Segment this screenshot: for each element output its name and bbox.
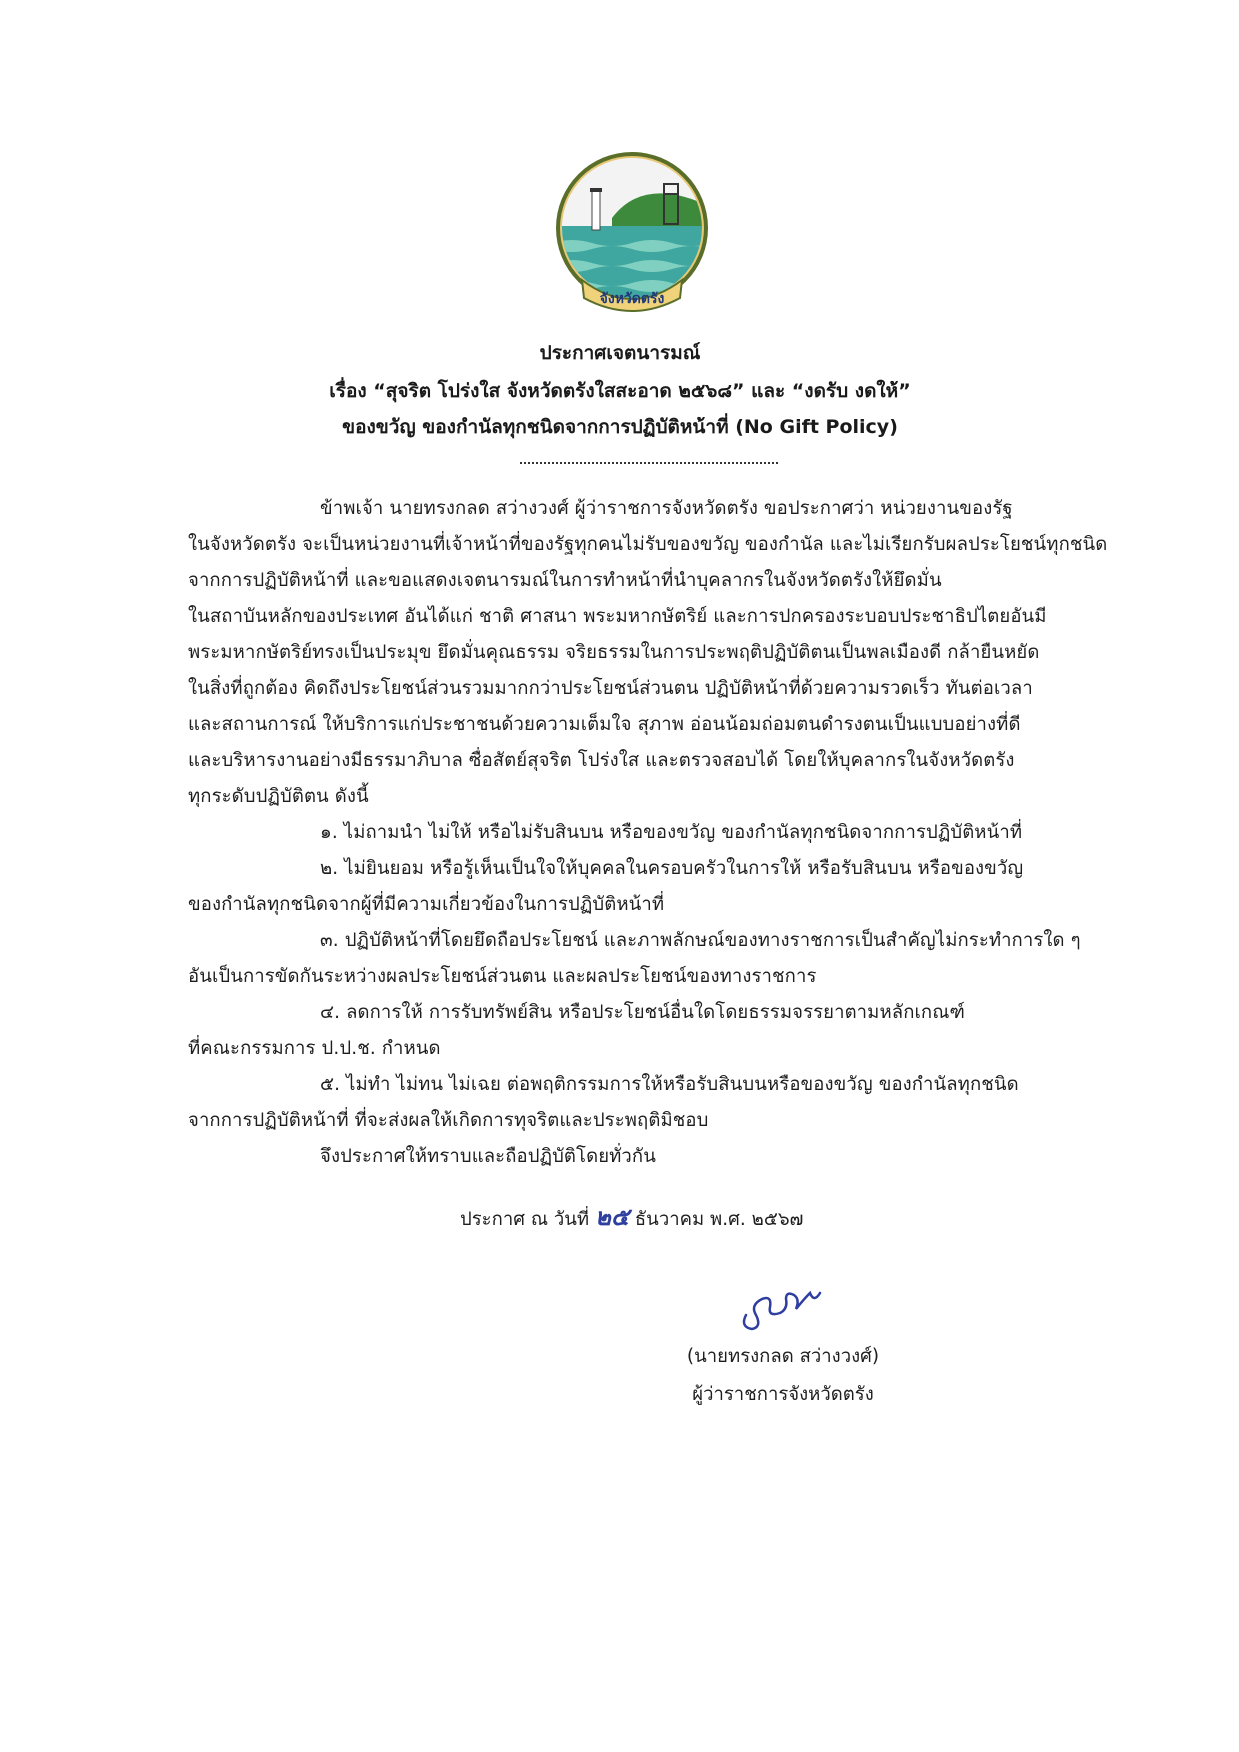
body-line: พระมหากษัตริย์ทรงเป็นประมุข ยึดมั่นคุณธรรม จริยธรรมในการประพฤติปฏิบัติตนเป็นพลเมืองดี กล้ายืนหยัด [188, 642, 1040, 663]
body-line: จากการปฏิบัติหน้าที่ และขอแสดงเจตนารมณ์ในการทำหน้าที่นำบุคลากรในจังหวัดตรังให้ยึดมั่น [188, 570, 942, 591]
body-line: ทุกระดับปฏิบัติตน ดังนี้ [188, 786, 369, 807]
body-line: ในสิ่งที่ถูกต้อง คิดถึงประโยชน์ส่วนรวมมากกว่าประโยชน์ส่วนตน ปฏิบัติหน้าที่ด้วยความรวดเร็ว ทันต่อเวลา [188, 678, 1033, 699]
list-item-4-cont: ที่คณะกรรมการ ป.ป.ช. กำหนด [188, 1038, 441, 1059]
trang-province-seal-icon [552, 148, 712, 328]
list-item-5: ๕. ไม่ทำ ไม่ทน ไม่เฉย ต่อพฤติกรรมการให้หรือรับสินบนหรือของขวัญ ของกำนัลทุกชนิด [320, 1074, 1019, 1095]
date-prefix: ประกาศ ณ วันที่ [460, 1209, 590, 1230]
title-line-3: ของขวัญ ของกำนัลทุกชนิดจากการปฏิบัติหน้าที่ (No Gift Policy) [342, 416, 898, 438]
list-item-2-cont: ของกำนัลทุกชนิดจากผู้ที่มีความเกี่ยวข้องในการปฏิบัติหน้าที่ [188, 894, 665, 915]
announcement-date [460, 1197, 803, 1236]
seal-label: จังหวัดตรัง [599, 291, 665, 307]
body-line: และบริหารงานอย่างมีธรรมาภิบาล ซื่อสัตย์สุจริต โปร่งใส และตรวจสอบได้ โดยให้บุคลากรในจังหวัดตรัง [188, 750, 1015, 771]
title-line-1: ประกาศเจตนารมณ์ [539, 342, 701, 364]
list-item-5-cont: จากการปฏิบัติหน้าที่ ที่จะส่งผลให้เกิดการทุจริตและประพฤติมิชอบ [188, 1110, 709, 1131]
list-item-3: ๓. ปฏิบัติหน้าที่โดยยึดถือประโยชน์ และภาพลักษณ์ของทางราชการเป็นสำคัญไม่กระทำการใด ๆ [320, 930, 1081, 951]
signatory-position: ผู้ว่าราชการจังหวัดตรัง [692, 1384, 874, 1405]
body-line: ในสถาบันหลักของประเทศ อันได้แก่ ชาติ ศาสนา พระมหากษัตริย์ และการปกครองระบอบประชาธิปไตยอันมี [188, 606, 1047, 627]
closing-line: จึงประกาศให้ทราบและถือปฏิบัติโดยทั่วกัน [320, 1146, 656, 1167]
list-item-4: ๔. ลดการให้ การรับทรัพย์สิน หรือประโยชน์อื่นใดโดยธรรมจรรยาตามหลักเกณฑ์ [320, 1002, 965, 1023]
date-day: ๒๕ [595, 1203, 629, 1231]
date-suffix: ธันวาคม พ.ศ. ๒๕๖๗ [634, 1209, 804, 1230]
list-item-2: ๒. ไม่ยินยอม หรือรู้เห็นเป็นใจให้บุคคลในครอบครัวในการให้ หรือรับสินบน หรือของขวัญ [320, 858, 1024, 879]
body-line: ในจังหวัดตรัง จะเป็นหน่วยงานที่เจ้าหน้าที่ของรัฐทุกคนไม่รับของขวัญ ของกำนัล และไม่เรียกรับผลประโยชน์ทุกชนิด [188, 534, 1108, 555]
list-item-1: ๑. ไม่ถามนำ ไม่ให้ หรือไม่รับสินบน หรือของขวัญ ของกำนัลทุกชนิดจากการปฏิบัติหน้าที่ [320, 822, 1023, 843]
handwritten-signature [728, 1270, 838, 1340]
body-line: และสถานการณ์ ให้บริการแก่ประชาชนด้วยความเต็มใจ สุภาพ อ่อนน้อมถ่อมตนดำรงตนเป็นแบบอย่างที่ดี [188, 714, 1021, 735]
signatory-name: (นายทรงกลด สว่างวงศ์) [686, 1346, 880, 1367]
list-item-3-cont: อันเป็นการขัดกันระหว่างผลประโยชน์ส่วนตน และผลประโยชน์ของทางราชการ [188, 966, 817, 987]
body-line: ข้าพเจ้า นายทรงกลด สว่างวงศ์ ผู้ว่าราชการจังหวัดตรัง ขอประกาศว่า หน่วยงานของรัฐ [320, 498, 1013, 519]
title-line-2: เรื่อง “สุจริต โปร่งใส จังหวัดตรังใสสะอาด ๒๕๖๘” และ “งดรับ งดให้” [329, 380, 911, 402]
separator-dots [520, 462, 778, 466]
